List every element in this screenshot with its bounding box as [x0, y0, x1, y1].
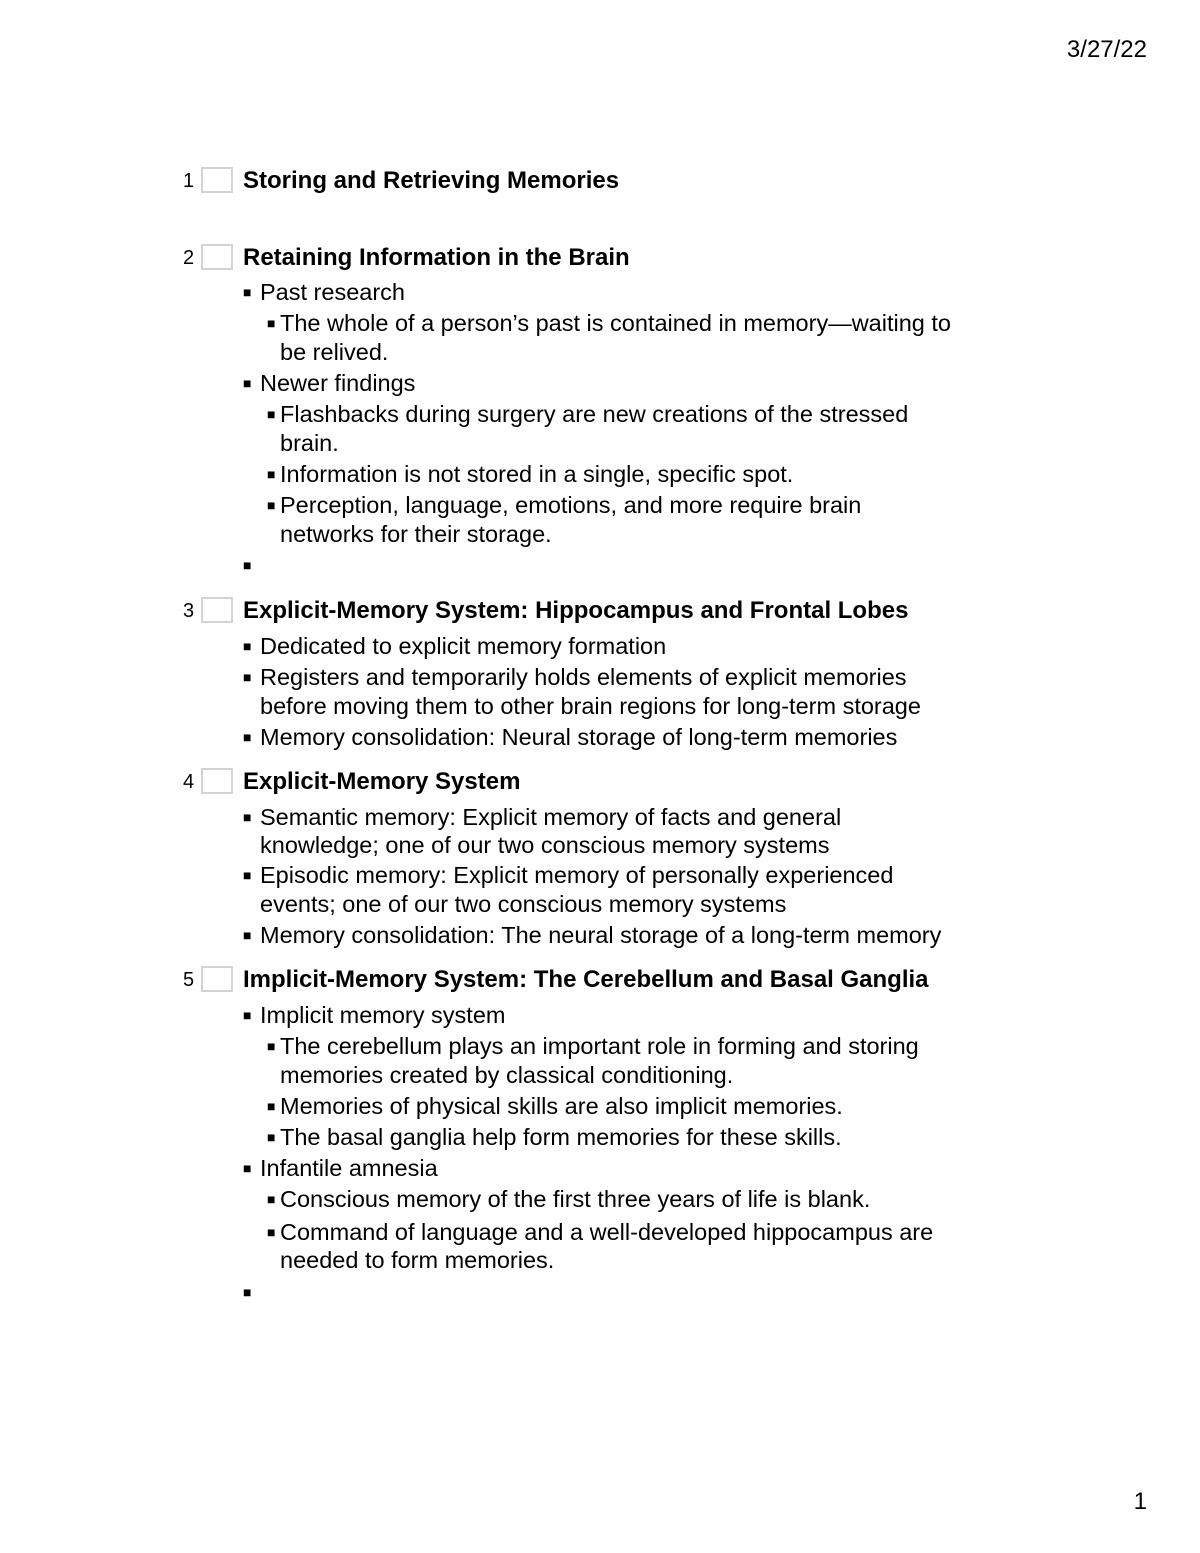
- bullet-item: [183, 632, 1023, 661]
- square-bullet-icon: ■: [267, 1129, 276, 1145]
- bullet-text: before moving them to other brain regions for long-term storage: [260, 693, 921, 719]
- sub-bullet-continuation: [183, 1247, 1023, 1274]
- square-bullet-icon: ■: [243, 284, 252, 300]
- slide-number: 4: [183, 771, 195, 793]
- bullet-text: events; one of our two conscious memory systems: [260, 891, 787, 917]
- bullet-text: Implicit memory system: [260, 1002, 506, 1028]
- slide-thumbnail: [201, 768, 233, 794]
- bullet-text: Episodic memory: Explicit memory of personally experienced: [260, 862, 894, 888]
- sub-bullet-continuation: [183, 1061, 1023, 1090]
- sub-bullet-item: [183, 1218, 1023, 1247]
- slide-number: 3: [183, 600, 195, 622]
- square-bullet-icon: ■: [243, 1284, 252, 1300]
- slide-4: [183, 768, 1023, 950]
- slide-title: Storing and Retrieving Memories: [243, 167, 620, 194]
- bullet-item: [183, 1154, 1023, 1183]
- slide-thumbnail: [201, 244, 233, 270]
- bullet-item: [183, 663, 1023, 692]
- sub-bullet-item: [183, 460, 1023, 489]
- bullet-text: Newer findings: [260, 370, 416, 396]
- square-bullet-icon: ■: [243, 638, 252, 654]
- square-bullet-icon: ■: [243, 669, 252, 685]
- bullet-text: networks for their storage.: [280, 521, 552, 547]
- slide-2: [183, 244, 1023, 580]
- bullet-text: Information is not stored in a single, specific spot.: [280, 461, 794, 487]
- bullet-text: Past research: [260, 279, 405, 305]
- bullet-continuation: [183, 832, 1023, 859]
- bullet-text: Semantic memory: Explicit memory of facts and general: [260, 804, 842, 830]
- sub-bullet-continuation: [183, 338, 1023, 367]
- square-bullet-icon: ■: [243, 809, 252, 825]
- empty-bullet-item: [183, 1278, 1023, 1307]
- bullet-item: [183, 369, 1023, 398]
- bullet-item: [183, 803, 1023, 832]
- bullet-text: be relived.: [280, 339, 389, 365]
- bullet-text: Memories of physical skills are also implicit memories.: [280, 1093, 843, 1119]
- square-bullet-icon: ■: [267, 1098, 276, 1114]
- bullet-text: The whole of a person’s past is contained in memory—waiting to: [280, 310, 951, 336]
- bullet-item: [183, 921, 1023, 950]
- slide-title: Explicit-Memory System: [243, 768, 521, 795]
- square-bullet-icon: ■: [267, 1038, 276, 1054]
- sub-bullet-continuation: [183, 429, 1023, 458]
- square-bullet-icon: ■: [243, 729, 252, 745]
- square-bullet-icon: ■: [243, 375, 252, 391]
- bullet-text: Conscious memory of the first three years of life is blank.: [280, 1186, 871, 1212]
- square-bullet-icon: ■: [243, 1160, 252, 1176]
- square-bullet-icon: ■: [243, 557, 252, 573]
- bullet-text: Registers and temporarily holds elements of explicit memories: [260, 664, 907, 690]
- square-bullet-icon: ■: [267, 1191, 276, 1207]
- slide-title: Implicit-Memory System: The Cerebellum and Basal Ganglia: [243, 966, 929, 993]
- page-number: 1: [1133, 1488, 1147, 1515]
- empty-bullet-item: [183, 551, 1023, 580]
- slide-title: Explicit-Memory System: Hippocampus and Frontal Lobes: [243, 597, 909, 624]
- print-date: 3/27/22: [1066, 36, 1147, 63]
- slide-number: 1: [183, 170, 195, 192]
- slide-thumbnail: [201, 966, 233, 992]
- sub-bullet-item: [183, 1032, 1023, 1061]
- square-bullet-icon: ■: [267, 1224, 276, 1240]
- bullet-item: [183, 723, 1023, 752]
- sub-bullet-item: [183, 400, 1023, 429]
- square-bullet-icon: ■: [267, 497, 276, 513]
- bullet-text: memories created by classical conditioning.: [280, 1062, 734, 1088]
- slide-number: 5: [183, 969, 195, 991]
- bullet-item: [183, 1001, 1023, 1030]
- square-bullet-icon: ■: [267, 406, 276, 422]
- bullet-text: The basal ganglia help form memories for these skills.: [280, 1124, 842, 1150]
- square-bullet-icon: ■: [267, 466, 276, 482]
- bullet-item: [183, 861, 1023, 890]
- slide-title: Retaining Information in the Brain: [243, 244, 630, 271]
- bullet-text: Flashbacks during surgery are new creations of the stressed: [280, 401, 909, 427]
- bullet-text: Memory consolidation: The neural storage of a long-term memory: [260, 922, 942, 948]
- slide-number: 2: [183, 247, 195, 269]
- bullet-text: Infantile amnesia: [260, 1155, 438, 1181]
- bullet-continuation: [183, 890, 1023, 919]
- bullet-text: Command of language and a well-developed hippocampus are: [280, 1219, 934, 1245]
- square-bullet-icon: ■: [243, 1007, 252, 1023]
- sub-bullet-item: [183, 491, 1023, 520]
- square-bullet-icon: ■: [243, 927, 252, 943]
- sub-bullet-item: [183, 1092, 1023, 1121]
- bullet-text: The cerebellum plays an important role in forming and storing: [280, 1033, 919, 1059]
- sub-bullet-continuation: [183, 520, 1023, 549]
- sub-bullet-item: [183, 1185, 1023, 1214]
- bullet-continuation: [183, 692, 1023, 721]
- sub-bullet-item: [183, 1123, 1023, 1152]
- bullet-text: needed to form memories.: [280, 1247, 555, 1273]
- slide-thumbnail: [201, 167, 233, 193]
- slide-thumbnail: [201, 597, 233, 623]
- bullet-text: brain.: [280, 430, 339, 456]
- bullet-item: [183, 278, 1023, 307]
- bullet-text: Dedicated to explicit memory formation: [260, 633, 667, 659]
- slide-1: [183, 167, 1023, 199]
- square-bullet-icon: ■: [243, 867, 252, 883]
- bullet-text: Perception, language, emotions, and more require brain: [280, 492, 862, 518]
- bullet-text: Memory consolidation: Neural storage of long-term memories: [260, 724, 898, 750]
- slide-5: [183, 966, 1023, 1307]
- bullet-text: knowledge; one of our two conscious memory systems: [260, 832, 830, 858]
- slide-3: [183, 597, 1023, 752]
- square-bullet-icon: ■: [267, 315, 276, 331]
- sub-bullet-item: [183, 309, 1023, 338]
